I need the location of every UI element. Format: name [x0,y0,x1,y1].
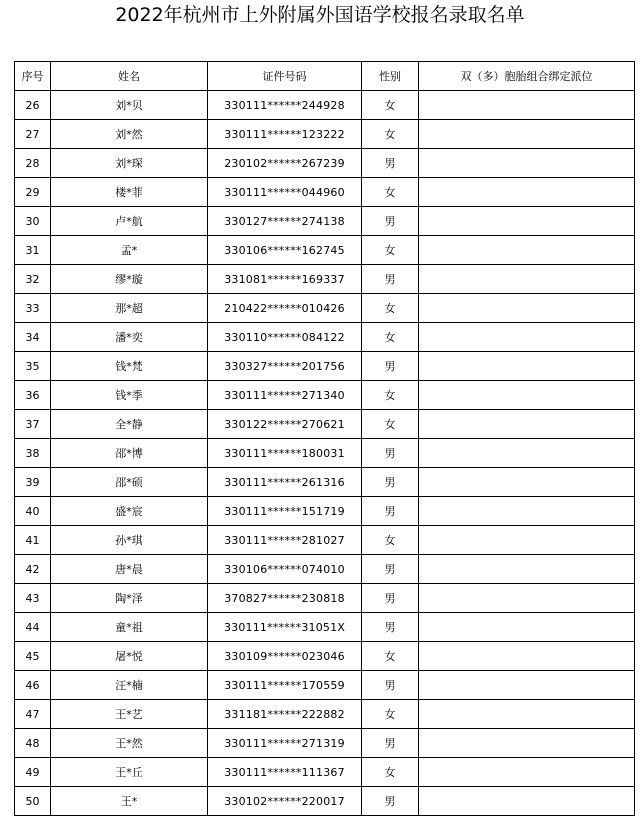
cell-id: 330111******261316 [208,468,362,497]
cell-gender: 女 [362,758,419,787]
cell-gender: 女 [362,294,419,323]
cell-name: 王*丘 [51,758,208,787]
cell-id: 330106******162745 [208,236,362,265]
cell-name: 唐*晨 [51,555,208,584]
table-row [15,149,635,178]
table-row [15,758,635,787]
cell-id: 330122******270621 [208,410,362,439]
cell-name: 童*祖 [51,613,208,642]
cell-id: 330111******151719 [208,497,362,526]
table-row [15,236,635,265]
table-row [15,265,635,294]
cell-name: 那*超 [51,294,208,323]
cell-seq: 29 [15,178,51,207]
cell-seq: 47 [15,700,51,729]
cell-name: 潘*奕 [51,323,208,352]
cell-id: 331181******222882 [208,700,362,729]
cell-gender: 男 [362,439,419,468]
cell-gender: 男 [362,468,419,497]
cell-name: 屠*悦 [51,642,208,671]
header-twin: 双（多）胞胎组合绑定派位 [419,62,635,91]
table-row [15,120,635,149]
cell-name: 孟* [51,236,208,265]
cell-id: 230102******267239 [208,149,362,178]
cell-gender: 男 [362,207,419,236]
cell-seq: 30 [15,207,51,236]
table-row [15,613,635,642]
table-row [15,439,635,468]
table-row [15,497,635,526]
cell-gender: 男 [362,787,419,816]
cell-twin [419,352,635,381]
cell-seq: 31 [15,236,51,265]
cell-gender: 女 [362,526,419,555]
cell-name: 钱*季 [51,381,208,410]
table-row [15,584,635,613]
cell-twin [419,584,635,613]
table-row [15,526,635,555]
cell-seq: 39 [15,468,51,497]
table-row [15,323,635,352]
cell-gender: 女 [362,642,419,671]
cell-name: 钱*梵 [51,352,208,381]
header-gender: 性别 [362,62,419,91]
cell-id: 330106******074010 [208,555,362,584]
cell-seq: 50 [15,787,51,816]
cell-name: 刘*琛 [51,149,208,178]
cell-twin [419,323,635,352]
cell-seq: 41 [15,526,51,555]
table-body [15,91,635,816]
cell-twin [419,758,635,787]
cell-id: 330127******274138 [208,207,362,236]
cell-seq: 43 [15,584,51,613]
cell-seq: 46 [15,671,51,700]
cell-id: 330111******271340 [208,381,362,410]
cell-gender: 男 [362,729,419,758]
table-header-row [15,62,635,91]
cell-id: 331081******169337 [208,265,362,294]
cell-gender: 女 [362,700,419,729]
cell-name: 孙*琪 [51,526,208,555]
cell-id: 330111******111367 [208,758,362,787]
cell-seq: 45 [15,642,51,671]
cell-gender: 女 [362,120,419,149]
cell-seq: 33 [15,294,51,323]
cell-twin [419,671,635,700]
cell-twin [419,265,635,294]
cell-gender: 男 [362,584,419,613]
cell-id: 330110******084122 [208,323,362,352]
cell-twin [419,497,635,526]
cell-id: 330111******271319 [208,729,362,758]
cell-name: 刘*然 [51,120,208,149]
cell-id: 370827******230818 [208,584,362,613]
table-row [15,410,635,439]
cell-seq: 34 [15,323,51,352]
cell-gender: 男 [362,671,419,700]
cell-gender: 女 [362,381,419,410]
cell-gender: 男 [362,555,419,584]
cell-name: 陶*泽 [51,584,208,613]
table-row [15,91,635,120]
cell-twin [419,787,635,816]
cell-seq: 42 [15,555,51,584]
page-title: 2022年杭州市上外附属外国语学校报名录取名单 [115,4,525,26]
cell-id: 210422******010426 [208,294,362,323]
header-name: 姓名 [51,62,208,91]
cell-twin [419,178,635,207]
cell-seq: 28 [15,149,51,178]
table-row [15,700,635,729]
cell-gender: 男 [362,613,419,642]
cell-twin [419,439,635,468]
table-row [15,381,635,410]
cell-gender: 女 [362,410,419,439]
table-row [15,555,635,584]
cell-seq: 49 [15,758,51,787]
table-row [15,294,635,323]
cell-name: 楼*菲 [51,178,208,207]
cell-id: 330111******123222 [208,120,362,149]
cell-twin [419,236,635,265]
cell-gender: 男 [362,352,419,381]
cell-name: 全*静 [51,410,208,439]
cell-twin [419,91,635,120]
cell-twin [419,555,635,584]
header-seq: 序号 [15,62,51,91]
cell-name: 盛*宸 [51,497,208,526]
cell-gender: 女 [362,178,419,207]
cell-gender: 男 [362,265,419,294]
cell-id: 330111******31051X [208,613,362,642]
cell-seq: 37 [15,410,51,439]
cell-name: 汪*楠 [51,671,208,700]
cell-twin [419,468,635,497]
cell-name: 邵*硕 [51,468,208,497]
cell-twin [419,120,635,149]
cell-seq: 44 [15,613,51,642]
cell-seq: 35 [15,352,51,381]
cell-seq: 27 [15,120,51,149]
cell-twin [419,526,635,555]
cell-twin [419,381,635,410]
cell-seq: 48 [15,729,51,758]
cell-gender: 女 [362,323,419,352]
cell-twin [419,613,635,642]
cell-seq: 32 [15,265,51,294]
cell-name: 刘*贝 [51,91,208,120]
table-row [15,729,635,758]
cell-twin [419,149,635,178]
admission-table [14,61,635,816]
cell-id: 330111******180031 [208,439,362,468]
cell-twin [419,642,635,671]
cell-id: 330111******170559 [208,671,362,700]
cell-seq: 36 [15,381,51,410]
cell-twin [419,410,635,439]
cell-id: 330109******023046 [208,642,362,671]
cell-name: 王*然 [51,729,208,758]
cell-name: 缪*璇 [51,265,208,294]
cell-seq: 40 [15,497,51,526]
cell-name: 邵*博 [51,439,208,468]
cell-id: 330111******281027 [208,526,362,555]
header-id: 证件号码 [208,62,362,91]
table-row [15,178,635,207]
cell-name: 卢*航 [51,207,208,236]
table-row [15,787,635,816]
cell-id: 330102******220017 [208,787,362,816]
cell-id: 330111******244928 [208,91,362,120]
cell-twin [419,700,635,729]
cell-twin [419,294,635,323]
cell-gender: 男 [362,149,419,178]
cell-seq: 38 [15,439,51,468]
cell-id: 330327******201756 [208,352,362,381]
cell-twin [419,207,635,236]
cell-name: 王* [51,787,208,816]
table-row [15,468,635,497]
table-row [15,352,635,381]
cell-twin [419,729,635,758]
cell-id: 330111******044960 [208,178,362,207]
table-row [15,671,635,700]
cell-gender: 女 [362,91,419,120]
cell-gender: 女 [362,236,419,265]
table-row [15,207,635,236]
cell-seq: 26 [15,91,51,120]
cell-gender: 男 [362,497,419,526]
table-row [15,642,635,671]
cell-name: 王*艺 [51,700,208,729]
